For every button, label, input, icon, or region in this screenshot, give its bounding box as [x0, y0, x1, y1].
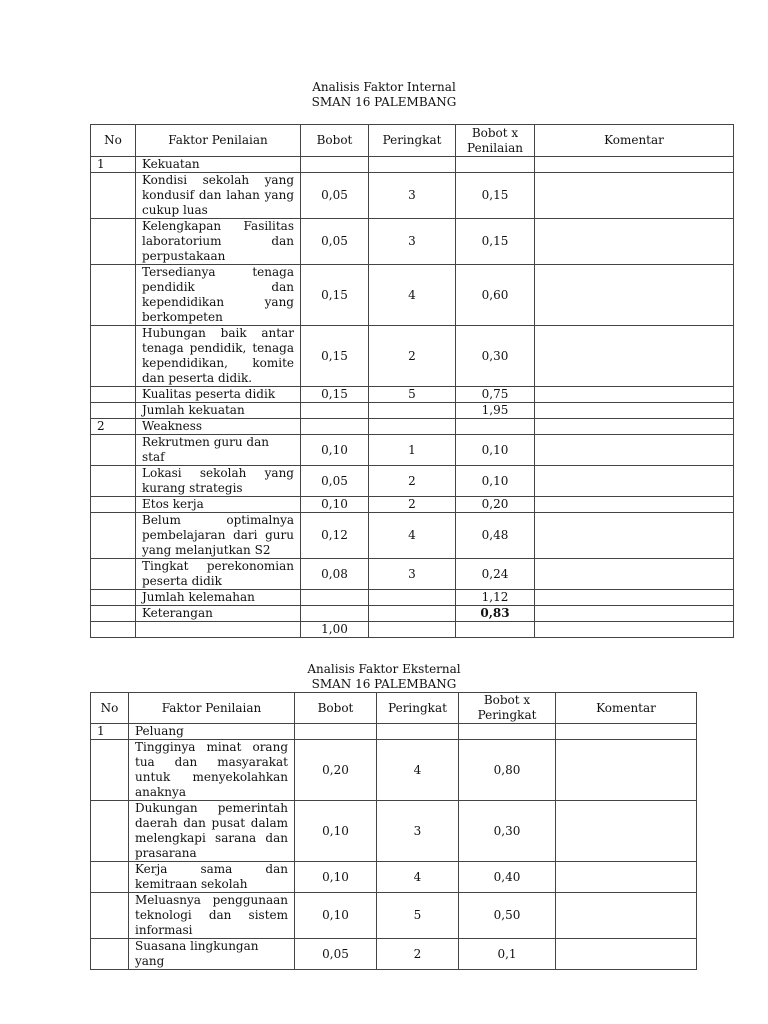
cell-no	[91, 559, 136, 590]
cell-komentar	[535, 387, 734, 403]
cell-bobot: 0,08	[301, 559, 369, 590]
cell-no	[91, 622, 136, 638]
cell-peringkat: 3	[377, 801, 459, 862]
cell-faktor: Hubungan baik antar tenaga pendidik, tenaga kependidikan, komite dan peserta didik.	[136, 326, 301, 387]
internal-header-row	[91, 125, 734, 157]
cell-hasil: 0,15	[456, 173, 535, 219]
cell-faktor: Lokasi sekolah yang kurang strategis	[136, 466, 301, 497]
cell-bobot: 0,10	[295, 893, 377, 939]
table-row	[91, 513, 734, 559]
table-row	[91, 387, 734, 403]
internal-factor-table	[90, 124, 734, 638]
table-row	[91, 326, 734, 387]
header-hasil: Bobot x Penilaian	[456, 125, 535, 157]
cell-faktor: Kualitas peserta didik	[136, 387, 301, 403]
cell-faktor: Suasana lingkungan yang	[129, 939, 295, 970]
cell-peringkat	[377, 724, 459, 740]
cell-hasil: 0,30	[459, 801, 556, 862]
table-row	[91, 497, 734, 513]
cell-komentar	[535, 590, 734, 606]
external-title-line2: SMAN 16 PALEMBANG	[311, 677, 457, 691]
table-row	[91, 801, 697, 862]
table-row	[91, 466, 734, 497]
cell-peringkat: 4	[369, 265, 456, 326]
internal-title-line1: Analisis Faktor Internal	[312, 80, 456, 94]
cell-bobot	[295, 724, 377, 740]
cell-faktor: Tersedianya tenaga pendidik dan kependidikan yang berkompeten	[136, 265, 301, 326]
cell-hasil: 0,10	[456, 435, 535, 466]
table-row	[91, 724, 697, 740]
cell-no: 1	[91, 724, 129, 740]
cell-faktor: Belum optimalnya pembelajaran dari guru yang melanjutkan S2	[136, 513, 301, 559]
cell-hasil	[456, 419, 535, 435]
cell-komentar	[535, 622, 734, 638]
cell-peringkat: 2	[369, 466, 456, 497]
table-row	[91, 590, 734, 606]
cell-komentar	[535, 497, 734, 513]
cell-komentar	[556, 801, 697, 862]
cell-bobot: 0,05	[301, 466, 369, 497]
cell-bobot: 0,12	[301, 513, 369, 559]
cell-hasil	[459, 724, 556, 740]
table-row	[91, 435, 734, 466]
cell-peringkat: 4	[369, 513, 456, 559]
table-row	[91, 265, 734, 326]
cell-faktor: Kelengkapan Fasilitas laboratorium dan perpustakaan	[136, 219, 301, 265]
cell-no	[91, 801, 129, 862]
cell-hasil: 0,24	[456, 559, 535, 590]
cell-faktor: Kondisi sekolah yang kondusif dan lahan yang cukup luas	[136, 173, 301, 219]
cell-komentar	[556, 862, 697, 893]
header-peringkat: Peringkat	[369, 125, 456, 157]
cell-no	[91, 466, 136, 497]
cell-faktor: Jumlah kelemahan	[136, 590, 301, 606]
cell-hasil: 0,40	[459, 862, 556, 893]
cell-bobot: 0,10	[301, 435, 369, 466]
cell-no	[91, 740, 129, 801]
table-row	[91, 893, 697, 939]
cell-no	[91, 219, 136, 265]
cell-komentar	[556, 893, 697, 939]
cell-no	[91, 590, 136, 606]
cell-peringkat	[369, 419, 456, 435]
cell-hasil: 1,12	[456, 590, 535, 606]
cell-bobot: 0,15	[301, 387, 369, 403]
cell-komentar	[535, 435, 734, 466]
cell-hasil	[456, 606, 535, 622]
bold-value: 0,83	[480, 606, 510, 620]
cell-hasil: 0,20	[456, 497, 535, 513]
cell-bobot: 0,05	[295, 939, 377, 970]
cell-komentar	[556, 740, 697, 801]
cell-peringkat	[369, 606, 456, 622]
cell-hasil: 0,10	[456, 466, 535, 497]
cell-peringkat: 2	[369, 497, 456, 513]
table-row	[91, 419, 734, 435]
cell-peringkat: 3	[369, 173, 456, 219]
cell-peringkat: 2	[369, 326, 456, 387]
cell-komentar	[535, 466, 734, 497]
cell-peringkat	[369, 157, 456, 173]
cell-no	[91, 513, 136, 559]
cell-hasil	[456, 622, 535, 638]
cell-komentar	[535, 157, 734, 173]
cell-no	[91, 893, 129, 939]
cell-bobot: 0,20	[295, 740, 377, 801]
cell-hasil: 0,1	[459, 939, 556, 970]
cell-no	[91, 939, 129, 970]
cell-faktor: Peluang	[129, 724, 295, 740]
cell-peringkat: 4	[377, 740, 459, 801]
cell-komentar	[535, 419, 734, 435]
table-row	[91, 740, 697, 801]
cell-peringkat: 3	[369, 559, 456, 590]
cell-no: 2	[91, 419, 136, 435]
cell-faktor: Tingginya minat orang tua dan masyarakat untuk menyekolahkan anaknya	[129, 740, 295, 801]
cell-no	[91, 606, 136, 622]
table-row	[91, 622, 734, 638]
cell-peringkat: 2	[377, 939, 459, 970]
cell-no: 1	[91, 157, 136, 173]
external-title-line1: Analisis Faktor Eksternal	[307, 662, 461, 676]
cell-faktor: Tingkat perekonomian peserta didik	[136, 559, 301, 590]
cell-peringkat	[369, 403, 456, 419]
cell-peringkat: 5	[369, 387, 456, 403]
cell-no	[91, 173, 136, 219]
cell-bobot: 1,00	[301, 622, 369, 638]
cell-bobot	[301, 157, 369, 173]
table-row	[91, 606, 734, 622]
cell-faktor: Keterangan	[136, 606, 301, 622]
cell-no	[91, 862, 129, 893]
cell-peringkat: 4	[377, 862, 459, 893]
table-row	[91, 157, 734, 173]
cell-bobot	[301, 419, 369, 435]
cell-komentar	[535, 403, 734, 419]
cell-hasil: 0,75	[456, 387, 535, 403]
cell-komentar	[556, 939, 697, 970]
cell-no	[91, 387, 136, 403]
cell-peringkat: 5	[377, 893, 459, 939]
cell-komentar	[535, 219, 734, 265]
cell-faktor: Rekrutmen guru dan staf	[136, 435, 301, 466]
cell-peringkat: 3	[369, 219, 456, 265]
cell-hasil: 0,30	[456, 326, 535, 387]
header-faktor: Faktor Penilaian	[136, 125, 301, 157]
cell-hasil	[456, 157, 535, 173]
cell-bobot: 0,10	[295, 801, 377, 862]
header-bobot: Bobot	[295, 693, 377, 724]
cell-bobot	[301, 606, 369, 622]
cell-faktor: Kekuatan	[136, 157, 301, 173]
cell-faktor: Weakness	[136, 419, 301, 435]
cell-hasil: 0,50	[459, 893, 556, 939]
cell-komentar	[535, 606, 734, 622]
cell-peringkat	[369, 622, 456, 638]
cell-faktor: Kerja sama dan kemitraan sekolah	[129, 862, 295, 893]
cell-hasil: 0,15	[456, 219, 535, 265]
table-row	[91, 559, 734, 590]
header-no: No	[91, 125, 136, 157]
cell-hasil: 0,48	[456, 513, 535, 559]
cell-faktor: Etos kerja	[136, 497, 301, 513]
cell-faktor	[136, 622, 301, 638]
cell-hasil: 1,95	[456, 403, 535, 419]
cell-peringkat: 1	[369, 435, 456, 466]
cell-hasil: 0,80	[459, 740, 556, 801]
cell-no	[91, 265, 136, 326]
table-row	[91, 939, 697, 970]
cell-bobot: 0,10	[301, 497, 369, 513]
header-peringkat: Peringkat	[377, 693, 459, 724]
cell-bobot	[301, 403, 369, 419]
header-faktor: Faktor Penilaian	[129, 693, 295, 724]
cell-no	[91, 403, 136, 419]
cell-hasil: 0,60	[456, 265, 535, 326]
cell-komentar	[535, 326, 734, 387]
cell-no	[91, 326, 136, 387]
cell-bobot: 0,05	[301, 219, 369, 265]
cell-bobot	[301, 590, 369, 606]
header-komentar: Komentar	[535, 125, 734, 157]
internal-title-line2: SMAN 16 PALEMBANG	[311, 95, 457, 109]
table-row	[91, 862, 697, 893]
cell-no	[91, 497, 136, 513]
cell-bobot: 0,15	[301, 265, 369, 326]
cell-faktor: Jumlah kekuatan	[136, 403, 301, 419]
cell-peringkat	[369, 590, 456, 606]
cell-bobot: 0,05	[301, 173, 369, 219]
header-komentar: Komentar	[556, 693, 697, 724]
cell-no	[91, 435, 136, 466]
header-no: No	[91, 693, 129, 724]
header-hasil: Bobot x Peringkat	[459, 693, 556, 724]
cell-komentar	[556, 724, 697, 740]
table-row	[91, 219, 734, 265]
header-bobot: Bobot	[301, 125, 369, 157]
cell-komentar	[535, 265, 734, 326]
external-factor-table	[90, 692, 697, 970]
table-row	[91, 403, 734, 419]
cell-faktor: Dukungan pemerintah daerah dan pusat dalam melengkapi sarana dan prasarana	[129, 801, 295, 862]
cell-bobot: 0,15	[301, 326, 369, 387]
cell-faktor: Meluasnya penggunaan teknologi dan sistem informasi	[129, 893, 295, 939]
cell-komentar	[535, 513, 734, 559]
cell-bobot: 0,10	[295, 862, 377, 893]
cell-komentar	[535, 559, 734, 590]
external-header-row	[91, 693, 697, 724]
table-row	[91, 173, 734, 219]
cell-komentar	[535, 173, 734, 219]
